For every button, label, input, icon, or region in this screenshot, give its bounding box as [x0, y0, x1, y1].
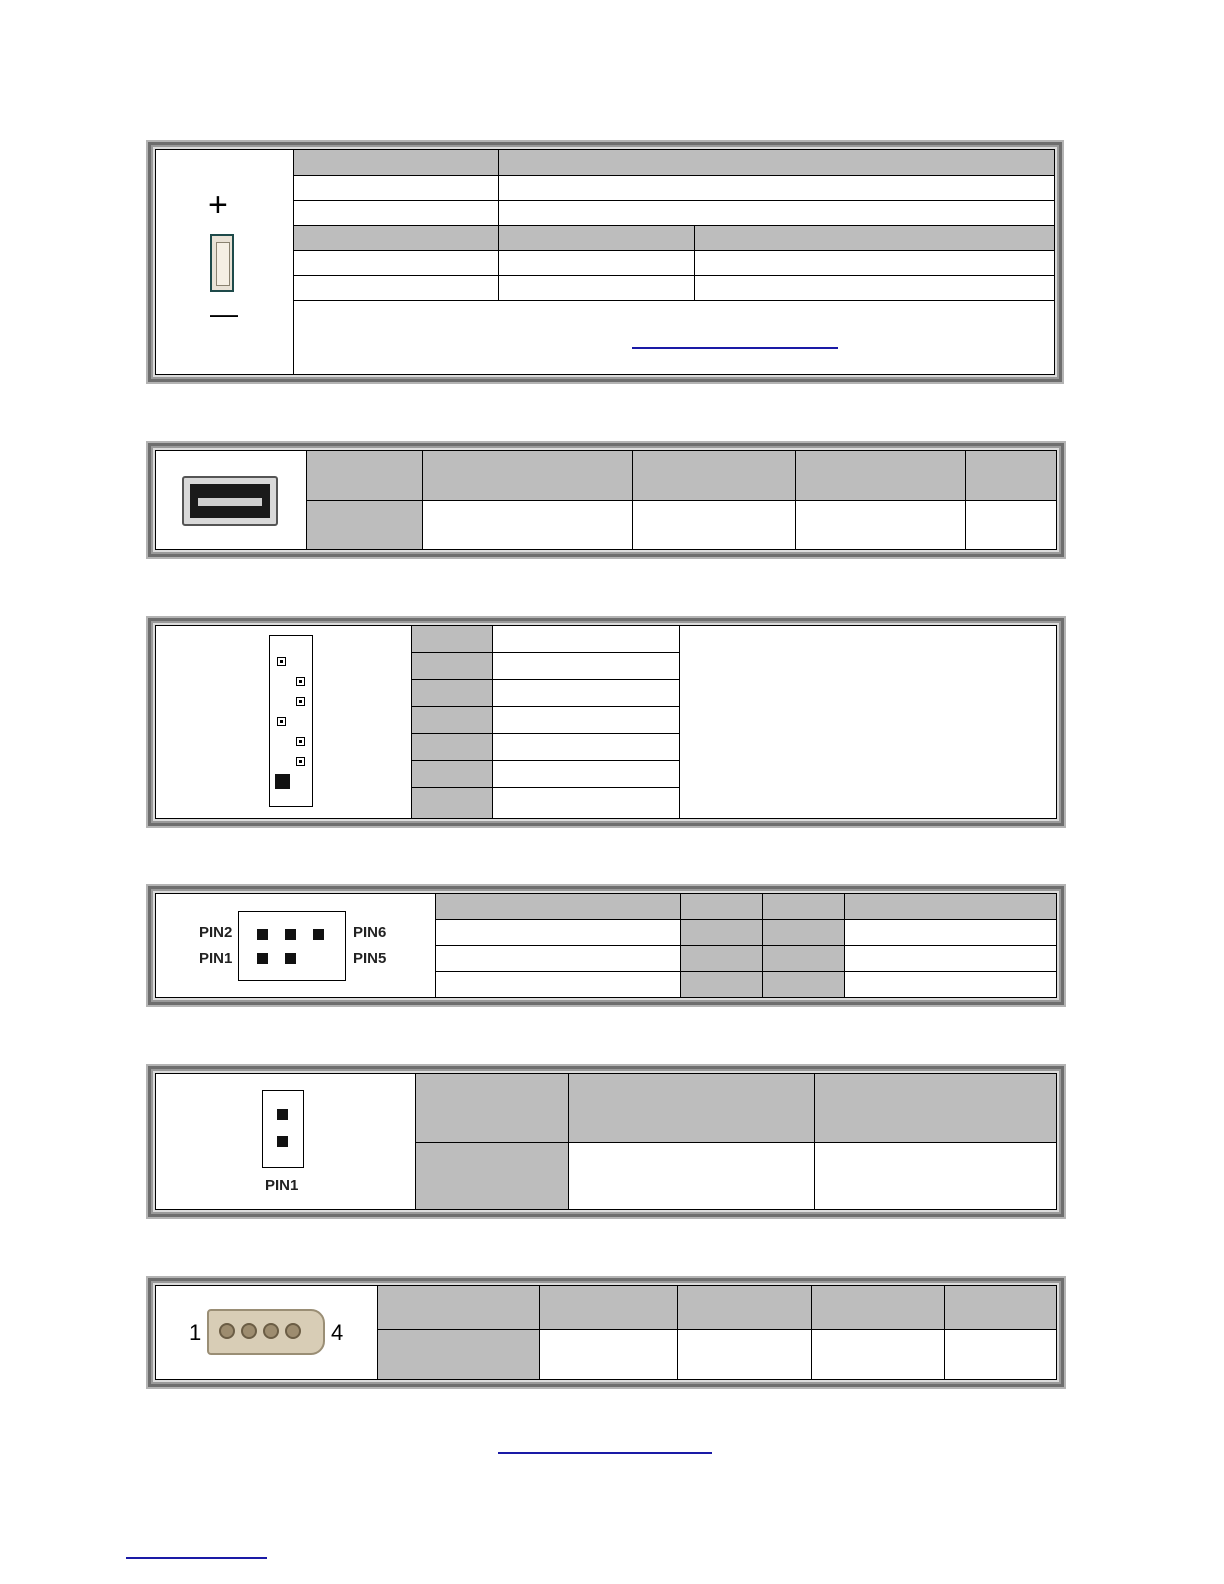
two-pin-header-image — [156, 1074, 416, 1210]
pin2-label: PIN2 — [199, 924, 233, 941]
pin4-label: 4 — [331, 1320, 344, 1345]
pin1-label: 1 — [189, 1320, 202, 1345]
minus-sign-icon: — — [210, 298, 238, 329]
spec-panel-2 — [148, 443, 1064, 557]
spec-panel-6 — [148, 1278, 1064, 1387]
seven-pin-header-image — [156, 626, 412, 819]
spec-table-1 — [155, 149, 1055, 375]
spec-panel-5 — [148, 1066, 1064, 1217]
polarity-connector-image — [156, 150, 294, 375]
spec-panel-3 — [148, 618, 1064, 826]
plus-sign-icon: + — [208, 186, 228, 224]
pin1-label: PIN1 — [265, 1177, 299, 1194]
spec-panel-4 — [148, 886, 1064, 1005]
header-outline — [269, 635, 313, 807]
pin5-label: PIN5 — [353, 950, 387, 967]
header-outline — [262, 1090, 304, 1168]
reference-link[interactable] — [632, 347, 838, 349]
bottom-link[interactable] — [126, 1557, 267, 1559]
molex-connector-image — [156, 1286, 378, 1380]
spec-table-4 — [155, 893, 1057, 998]
spec-table-6 — [155, 1285, 1057, 1380]
header-outline — [238, 911, 346, 981]
spec-table-5 — [155, 1073, 1057, 1210]
pin6-label: PIN6 — [353, 924, 387, 941]
footer-link[interactable] — [498, 1452, 712, 1454]
pin1-label: PIN1 — [199, 950, 233, 967]
connector-body — [210, 234, 234, 292]
spec-table-2 — [155, 450, 1057, 550]
usb-port-icon — [182, 476, 278, 526]
spec-panel-1 — [148, 142, 1062, 382]
spec-table-3 — [155, 625, 1057, 819]
six-pin-header-image — [156, 894, 436, 998]
usb-port-image — [156, 451, 307, 550]
molex-connector-icon — [207, 1309, 325, 1355]
